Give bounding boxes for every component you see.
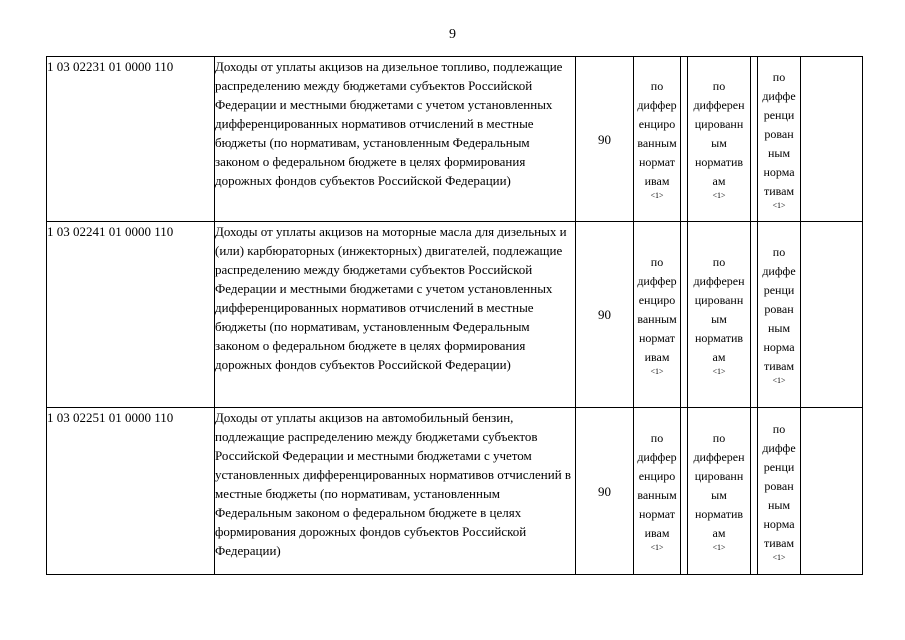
norm-text-line: цированн: [694, 469, 744, 483]
footnote-marker: <1>: [772, 376, 786, 385]
norm-text-line: ым: [711, 311, 727, 326]
norm-text-line: по: [772, 245, 786, 259]
description-cell: Доходы от уплаты акцизов на моторные масла для дизельных и (или) карбюраторных (инжекторных) двигателей, подлежащие распределению между бюджетами субъектов Российской Федерации и местными бюджетами с учетом установленных дифференцированных нормативов отчислений в местные бюджеты (по нормативам, установленным Федеральным законом о федеральном бюджете в целях формирования дорожных фондов субъектов Российской Федерации): [215, 222, 576, 408]
norm-text-line: ам: [712, 526, 726, 540]
norm-value-cell: 90: [576, 408, 634, 575]
norm-text-line: диффе: [762, 440, 796, 455]
norm-text-line: по: [650, 79, 664, 93]
norm-text-line: дифферен: [693, 98, 745, 112]
norm-text-line: ренци: [763, 459, 795, 474]
norm-text-line: енциро: [638, 469, 676, 483]
norm-text-line: дифферен: [693, 450, 745, 464]
norm-text-line: диффер: [637, 98, 677, 112]
norm-text-line: по: [712, 254, 726, 269]
norms-cell: [634, 408, 863, 575]
table-row: [47, 222, 863, 408]
norm-value-cell: 90: [576, 57, 634, 222]
budget-code-cell: 1 03 02251 01 0000 110: [47, 408, 215, 575]
table-row: [47, 408, 863, 575]
norm-text-line: ым: [711, 136, 727, 150]
footnote-marker: <1>: [712, 191, 726, 200]
norm-text-line: норматив: [694, 507, 744, 521]
norm-text-line: диффе: [762, 88, 796, 103]
norm-text-line: ам: [712, 174, 726, 188]
norm-text-line: нормат: [638, 330, 675, 345]
differentiated-norm-col-b: [687, 222, 751, 407]
differentiated-norm-col-a: [634, 222, 681, 407]
norm-text-line: рован: [764, 126, 794, 141]
footnote-marker: <1>: [650, 543, 664, 552]
norm-text-line: по: [712, 431, 726, 445]
norm-text-line: енциро: [638, 292, 676, 307]
differentiated-norm-col-c: [757, 408, 801, 574]
norm-text-line: норма: [763, 516, 795, 531]
norms-cell: [634, 222, 863, 408]
differentiated-norm-col-c: [757, 57, 801, 221]
footnote-marker: <1>: [712, 543, 726, 552]
table-row: [47, 57, 863, 222]
norm-text-line: ным: [767, 321, 791, 335]
norm-value-cell: 90: [576, 222, 634, 408]
norm-text-line: цированн: [694, 292, 744, 307]
norm-text-line: норматив: [694, 155, 744, 169]
norm-text-line: ивам: [644, 349, 670, 364]
budget-code-cell: 1 03 02241 01 0000 110: [47, 222, 215, 408]
norm-text-line: тивам: [763, 359, 795, 373]
norm-text-line: ам: [712, 349, 726, 364]
norm-text-line: по: [650, 431, 664, 445]
norm-text-line: норматив: [694, 330, 744, 345]
differentiated-norm-col-c: [757, 222, 801, 407]
footnote-marker: <1>: [772, 552, 786, 562]
norm-text-line: енциро: [638, 117, 676, 131]
norm-text-line: тивам: [763, 535, 795, 550]
norm-text-line: по: [772, 421, 786, 436]
norm-text-line: диффе: [762, 264, 796, 278]
norm-text-line: по: [650, 254, 664, 269]
norm-text-line: ванным: [637, 311, 677, 326]
norm-text-line: ивам: [644, 174, 670, 188]
norm-text-line: ным: [767, 497, 791, 512]
norm-text-line: рован: [764, 302, 794, 316]
norm-text-line: норма: [763, 340, 795, 354]
norm-text-line: рован: [764, 478, 794, 493]
norm-text-line: по: [772, 69, 786, 84]
norm-text-line: дифферен: [693, 273, 745, 288]
footnote-marker: <1>: [772, 200, 786, 210]
norm-text-line: диффер: [637, 450, 677, 464]
footnote-marker: <1>: [712, 366, 726, 376]
norms-cell: [634, 57, 863, 222]
norm-text-line: ивам: [644, 526, 670, 540]
norm-text-line: тивам: [763, 183, 795, 198]
norm-text-line: диффер: [637, 273, 677, 288]
revenue-table: [46, 56, 863, 575]
norm-text-line: ным: [767, 145, 791, 160]
footnote-marker: <1>: [650, 191, 664, 200]
norm-text-line: ренци: [763, 107, 795, 122]
budget-code-cell: 1 03 02231 01 0000 110: [47, 57, 215, 222]
norm-text-line: ванным: [637, 488, 677, 502]
norm-text-line: нормат: [638, 507, 675, 521]
norm-text-line: норма: [763, 164, 795, 179]
norm-text-line: ванным: [637, 136, 677, 150]
description-cell: Доходы от уплаты акцизов на автомобильный бензин, подлежащие распределению между бюджетами субъектов Российской Федерации и местными бюджетами с учетом установленных дифференцированных нормативов отчислений в местные бюджеты (по нормативам, установленным Федеральным законом о федеральном бюджете в целях формирования дорожных фондов субъектов Российской Федерации): [215, 408, 576, 575]
norm-text-line: ренци: [763, 283, 795, 297]
page-number: 9: [449, 27, 456, 42]
norm-text-line: ым: [711, 488, 727, 502]
footnote-marker: <1>: [650, 366, 664, 376]
norm-text-line: по: [712, 79, 726, 93]
norm-text-line: нормат: [638, 155, 675, 169]
differentiated-norm-col-b: [687, 408, 751, 574]
norm-text-line: цированн: [694, 117, 744, 131]
description-cell: Доходы от уплаты акцизов на дизельное топливо, подлежащие распределению между бюджетами субъектов Российской Федерации и местными бюджетами с учетом установленных дифференцированных нормативов отчислений в местные бюджеты (по нормативам, установленным Федеральным законом о федеральном бюджете в целях формирования дорожных фондов субъектов Российской Федерации): [215, 57, 576, 222]
differentiated-norm-col-a: [634, 408, 681, 574]
differentiated-norm-col-b: [687, 57, 751, 221]
differentiated-norm-col-a: [634, 57, 681, 221]
